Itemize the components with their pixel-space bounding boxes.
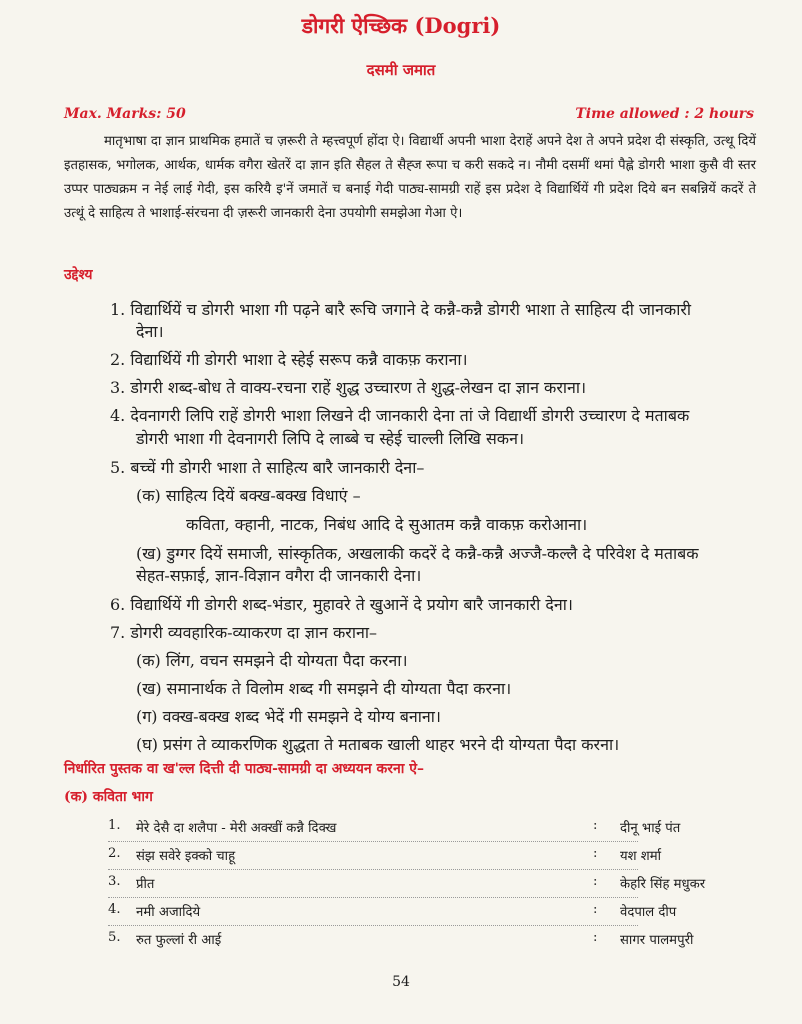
objective-line: 6. विद्यार्थियें गी डोगरी शब्द-भंडार, मुहावरे ते खुआनें दे प्रयोग बारै जानकारी देना।	[110, 595, 573, 614]
objective-line: 1. विद्यार्थियें च डोगरी भाशा गी पढ़ने बारै रूचि जगाने दे कन्नै-कन्नै डोगरी भाशा ते साहित्य दी जानकारी	[110, 300, 692, 319]
objective-line: 4. देवनागरी लिपि राहें डोगरी भाशा लिखने दी जानकारी देना तां जे विद्यार्थी डोगरी उच्चारण दे मताबक	[110, 406, 690, 425]
poem-separator: :	[593, 846, 598, 861]
objective-line: डोगरी भाशा गी देवनागरी लिपि दे लाब्बे च स्हेई चाल्ली लिखि सकन।	[136, 429, 525, 448]
poem-title: मेरे देसै दा शलैपा - मेरी अक्खीं कन्नै दिक्ख	[136, 821, 337, 836]
poem-title: नमी अजादिये	[136, 905, 201, 920]
objective-line: 5. बच्चें गी डोगरी भाशा ते साहित्य बारै जानकारी देना–	[110, 458, 425, 477]
class-subtitle: दसमी जमात	[366, 61, 436, 79]
objectives-heading: उद्देश्य	[64, 267, 93, 283]
poem-number: 1.	[108, 818, 121, 833]
poem-separator: :	[593, 902, 598, 917]
poem-number: 5.	[108, 930, 121, 945]
objective-line: कविता, क्हानी, नाटक, निबंध आदि दे सुआतम कन्नै वाकफ़ करोआना।	[186, 515, 588, 534]
poem-author: यश शर्मा	[620, 849, 662, 864]
objective-line: (घ) प्रसंग ते व्याकरणिक शुद्धता ते मताबक खाली थाहर भरने दी योग्यता पैदा करना।	[136, 735, 620, 754]
intro-paragraph: मातृभाषा दा ज्ञान प्राथमिक हमातें च ज़रूरी ते म्हत्त्वपूर्ण होंदा ऐ। विद्यार्थी अपनी भाशा देराहें अपने देश ते अपने प्रदेश दी संस्कृति, उत्थू दियें इतहासक, भगोलक, आर्थक, धार्मक वगैरा खेतरें दा ज्ञान इति सैहल ते सैह्ज रूपा च करी सकदे न। नौमी दसमीं थमां पैह्ले डोगरी भाशा कुसै वी स्तर उप्पर पाठ्यक्रम न नेई लाई गेदी, इस करियै इ'नें जमातें च बनाई गेदी पाठ्य-सामग्री राहें इस प्रदेश दे विद्यार्थियें गी प्रदेश दिये बन सबन्नियें कदरें ते उत्थूं दे साहित्य ते भाशाई-संरचना दी ज़रूरी जानकारी देना उपयोगी समझेआ गेआ ऐ।	[64, 134, 756, 221]
objective-line: 2. विद्यार्थियें गी डोगरी भाशा दे स्हेई सरूप कन्नै वाकफ़ कराना।	[110, 350, 468, 369]
poem-separator: :	[593, 818, 598, 833]
objective-line: (क) साहित्य दियें बक्ख-बक्ख विधाएं –	[136, 486, 361, 505]
objective-line: (ख) समानार्थक ते विलोम शब्द गी समझने दी योग्यता पैदा करना।	[136, 679, 512, 698]
poem-number: 4.	[108, 902, 121, 917]
row-divider	[108, 897, 638, 898]
poem-separator: :	[593, 874, 598, 889]
poem-author: केहरि सिंह मधुकर	[620, 877, 706, 892]
prescribed-heading: निर्धारित पुस्तक वा ख'ल्ल दित्ती दी पाठ्य-सामग्री दा अध्ययन करना ऐ–	[64, 761, 425, 777]
poetry-heading: (क) कविता भाग	[64, 789, 153, 805]
objective-line: (ग) वक्ख-बक्ख शब्द भेदें गी समझने दे योग्य बनाना।	[136, 707, 441, 726]
poem-number: 3.	[108, 874, 121, 889]
page-title: डोगरी ऐच्छिक (Dogri)	[301, 13, 501, 38]
objective-line: 3. डोगरी शब्द-बोध ते वाक्य-रचना राहें शुद्ध उच्चारण ते शुद्ध-लेखन दा ज्ञान कराना।	[110, 378, 587, 397]
objective-line: 7. डोगरी व्यवहारिक-व्याकरण दा ज्ञान कराना–	[110, 623, 377, 642]
poem-number: 2.	[108, 846, 121, 861]
objective-line: देना।	[136, 322, 164, 341]
poem-separator: :	[593, 930, 598, 945]
row-divider	[108, 841, 638, 842]
poem-author: दीनू भाई पंत	[620, 821, 681, 836]
page-number: 54	[392, 974, 410, 990]
row-divider	[108, 869, 638, 870]
time-allowed: Time allowed : 2 hours	[575, 106, 754, 122]
objective-line: (ख) डुग्गर दियें समाजी, सांस्कृतिक, अखलाकी कदरें दे कन्नै-कन्नै अज्जै-कल्लै दे परिवेश दे मताबक	[136, 544, 699, 563]
poem-title: संझ सवेरे इक्को चाहू	[136, 849, 236, 864]
poem-author: सागर पालमपुरी	[620, 933, 694, 948]
marks-time-row	[64, 106, 754, 122]
objective-line: सेहत-सफ़ाई, ज्ञान-विज्ञान वगैरा दी जानकारी देना।	[136, 566, 422, 585]
poem-title: प्रीत	[136, 877, 155, 892]
row-divider	[108, 925, 638, 926]
max-marks: Max. Marks: 50	[64, 106, 186, 122]
poem-author: वेदपाल दीप	[620, 905, 677, 920]
objective-line: (क) लिंग, वचन समझने दी योग्यता पैदा करना।	[136, 651, 408, 670]
poem-title: रुत फुल्लां री आई	[136, 933, 222, 948]
poem-row	[108, 930, 758, 956]
